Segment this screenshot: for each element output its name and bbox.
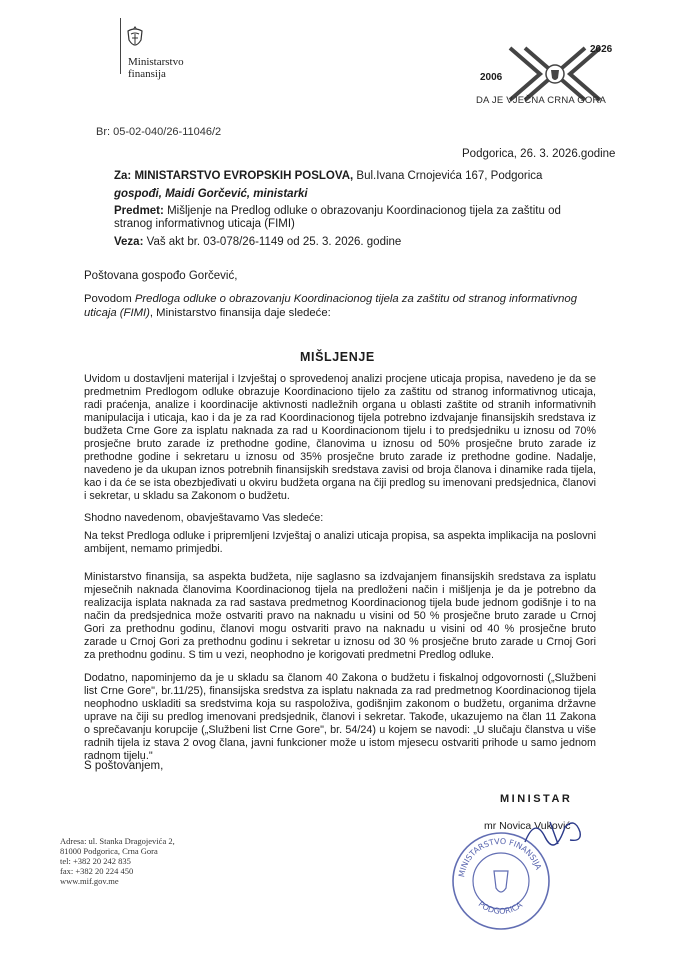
ministry-name bbox=[128, 56, 184, 80]
link-block bbox=[114, 236, 401, 248]
recipient-person-line bbox=[114, 186, 308, 202]
recipient-org: MINISTARSTVO EVROPSKIH POSLOVA, bbox=[134, 170, 354, 182]
anniversary-year-end: 2026 bbox=[590, 44, 613, 55]
body-paragraph-2: Shodno navedenom, obavještavamo Vas sledeće: bbox=[84, 512, 324, 524]
footer-address bbox=[60, 836, 175, 886]
stamp-text-top: MINISTARSTVO FINANSIJA bbox=[457, 836, 544, 878]
body-paragraph-1: Uvidom u dostavljeni materijal i Izvještaj o sprovedenoj analizi procjene uticaja propisa, navedeno je da se predmetnim Predlogom odluke obrazuje Koordinaciono tijelo za zaštitu od stranog informativnog uticaja, radi praćenja, analize i koordinacije aktivnosti nadležnih organa u oblasti zaštite od stranih informativnih manipulacija i uticaja, kao i da je za rad Koordinacionog tijela potrebno izdvajanje finansijskih sredstava iz budžeta Crne Gore za isplatu naknada za rad u Koordinacionom tijelu i to predsjedniku u iznosu od 70% prosječne bruto zarade iz prethodne godine, članovima u iznosu od 50% prosječne bruto zarade iz prethodne godine i sekretaru u iznosu od 35% prosječne bruto zarade iz prethodne godine. Nadalje, navedeno je da ukupan iznos potrebnih finansijskih sredstava zavisi od broja članova i dinamike rada tijela, kao i da će se ista obezbjeđivati u okviru budžeta organa na čiji predlog su imenovani predsjednica, članovi i sekretar, u skladu sa Zakonom o budžetu. bbox=[84, 373, 596, 502]
official-stamp-icon bbox=[446, 826, 556, 936]
recipient-line bbox=[114, 168, 542, 184]
recipient-label: Za: bbox=[114, 170, 132, 182]
salutation: Poštovana gospođo Gorčević, bbox=[84, 270, 238, 282]
body-paragraph-3: Na tekst Predloga odluke i pripremljeni Izvještaj o analizi uticaja propisa, sa aspekta implikacija na poslovni ambijent, nemamo primjedbi. bbox=[84, 530, 596, 555]
body-paragraph-4: Ministarstvo finansija, sa aspekta budžeta, nije saglasno sa izdvajanjem finansijskih sredstava za isplatu mjesečnih naknada članovima Koordinacionog tijela na predloženi način i mišljenja je da je potrebno da realizacija isplata naknada za rad sastava predmetnog Koordinacionog tijela bude jednom godišnje i to na način da predsjednica može ostvariti pravo na naknadu u visini od 50 % prosječne bruto zarade u Crnoj Gori za prethodnu godinu, članovi mogu ostvariti pravo na naknadu u visini od 40 % prosječne bruto zarade u Crnoj Gori za prethodnu godinu i sekretar u iznosu od 30 % prosječne bruto zarade u Crnoj Gori za prethodnu godinu. S tim u vezi, neophodno je korigovati predmetni Predlog odluke. bbox=[84, 571, 596, 661]
stamp-text-bottom: PODGORICA bbox=[476, 899, 525, 916]
intro-part2: , Ministarstvo finansija daje sledeće: bbox=[149, 307, 331, 319]
recipient-person: gospođi, Maidi Gorčević, ministarki bbox=[114, 188, 308, 200]
letterhead-divider bbox=[120, 18, 121, 74]
signature-name: mr Novica Vuković bbox=[484, 820, 571, 832]
ministry-name-line1: Ministarstvo bbox=[128, 56, 184, 68]
intro-part1: Povodom bbox=[84, 293, 135, 305]
signature-title: MINISTAR bbox=[500, 793, 573, 805]
footer-line5: www.mif.gov.me bbox=[60, 876, 119, 886]
opinion-heading: MIŠLJENJE bbox=[300, 350, 375, 364]
reference-number: Br: 05-02-040/26-11046/2 bbox=[96, 126, 222, 138]
subject-label: Predmet: bbox=[114, 205, 164, 217]
link-label: Veza: bbox=[114, 236, 144, 248]
closing: S poštovanjem, bbox=[84, 760, 164, 772]
anniversary-year-start: 2006 bbox=[480, 72, 503, 83]
link-text: Vaš akt br. 03-078/26-1149 od 25. 3. 2026. godine bbox=[146, 236, 402, 248]
subject-text: Mišljenje na Predlog odluke o obrazovanju Koordinacionog tijela za zaštitu od stranog informativnog uticaja (FIMI) bbox=[114, 205, 561, 230]
intro-italic-title: Predloga odluke o obrazovanju Koordinacionog tijela za zaštitu od stranog informativnog uticaja (FIMI) bbox=[84, 293, 577, 319]
body-paragraph-5: Dodatno, napominjemo da je u skladu sa članom 40 Zakona o budžetu i fiskalnoj odgovornosti („Službeni list Crne Gore", br.11/25), finansijska sredstva za isplatu naknada za rad predmetnog Koordinacionog tijela neophodno uskladiti sa sredstvima koja su raspoloživa, godišnjim zakonom o budžetu, organima državne uprave na čiji su predlog imenovani predsjednik, članovi i sekretar. Takođe, ukazujemo na član 11 Zakona o sprečavanju korupcije („Službeni list Crne Gore", br. 54/24) u kojem se navodi: „U slučaju članstva u više radnih tijela iz stava 2 ovog člana, javni funkcioner može u istom mjesecu ostvariti prihode u samo jednom radnom tijelu." bbox=[84, 672, 596, 762]
footer-line1: Adresa: ul. Stanka Dragojevića 2, bbox=[60, 836, 175, 846]
place-and-date: Podgorica, 26. 3. 2026.godine bbox=[462, 148, 616, 160]
intro-paragraph bbox=[84, 292, 596, 320]
svg-text:PODGORICA bbox=[477, 899, 525, 915]
footer-line2: 81000 Podgorica, Crna Gora bbox=[60, 846, 158, 856]
footer-line4: fax: +382 20 224 450 bbox=[60, 866, 134, 876]
footer-line3: tel: +382 20 242 835 bbox=[60, 856, 131, 866]
anniversary-tagline: DA JE VJEČNA CRNA GORA bbox=[476, 95, 607, 106]
montenegro-crest-icon bbox=[124, 24, 146, 52]
ministry-name-line2: finansija bbox=[128, 68, 166, 80]
recipient-address: Bul.Ivana Crnojevića 167, Podgorica bbox=[356, 170, 543, 182]
subject-block bbox=[114, 205, 584, 231]
